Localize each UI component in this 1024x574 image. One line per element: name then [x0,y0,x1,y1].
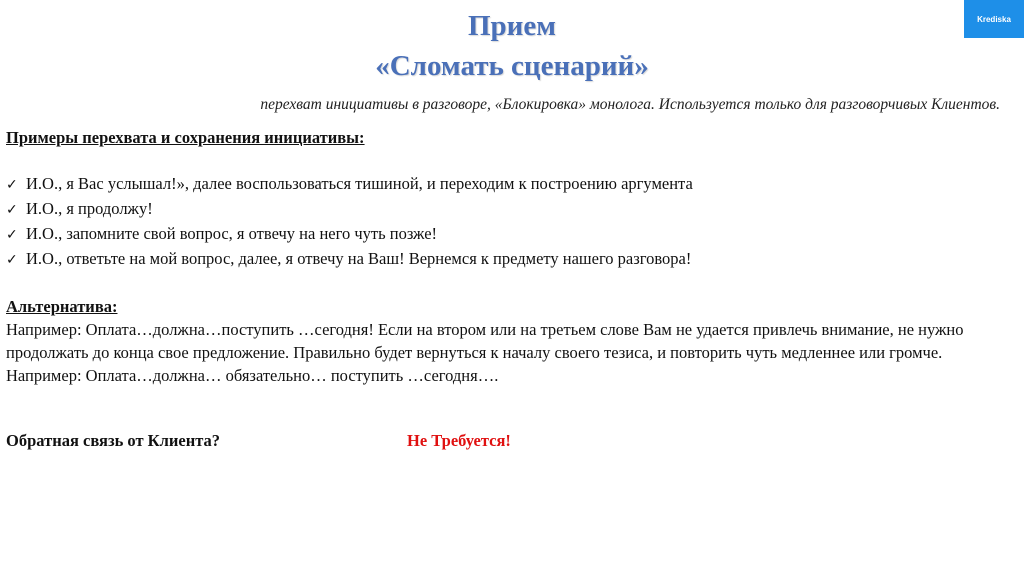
logo-text: Krediska [977,14,1011,24]
alternative-heading: Альтернатива: [6,297,118,316]
list-item [6,172,1006,197]
spacer [6,149,1006,172]
list-item [6,197,1006,222]
spacer [6,272,1006,295]
title-line-2: «Сломать сценарий» [375,50,649,82]
check-mark-icon: ✓ [6,252,18,268]
list-item-text: И.О., я продолжу! [26,199,153,218]
list-item-text: И.О., ответьте на мой вопрос, далее, я отвечу на Ваш! Вернемся к предмету нашего разговора! [26,249,692,268]
check-mark-icon: ✓ [6,202,18,218]
examples-heading: Примеры перехвата и сохранения инициативы: [6,128,365,147]
list-item-text: И.О., я Вас услышал!», далее воспользоваться тишиной, и переходим к построению аргумента [26,174,693,193]
slide-subtitle: перехват инициативы в разговоре, «Блокировка» монолога. Используется только для разговорчивых Клиентов. [260,96,1000,113]
check-mark-icon: ✓ [6,177,18,193]
feedback-value: Не Требуется! [407,431,511,450]
alternative-text: Например: Оплата…должна…поступить …сегодня! Если на втором или на третьем слове Вам не удается привлечь внимание, не нужно продолжать до конца свое предложение. Правильно будет вернуться к началу своего тезиса, и повторить чуть медленнее или громче. Например: Оплата…должна… обязательно… поступить …сегодня…. [6,320,964,385]
list-item [6,247,1006,272]
slide-title [0,6,1024,86]
check-mark-icon: ✓ [6,227,18,243]
title-line-1: Прием [467,10,557,42]
examples-list [6,172,1006,272]
slide-content [6,126,1006,387]
feedback-label: Обратная связь от Клиента? [6,431,221,450]
list-item [6,222,1006,247]
list-item-text: И.О., запомните свой вопрос, я отвечу на него чуть позже! [26,224,438,243]
